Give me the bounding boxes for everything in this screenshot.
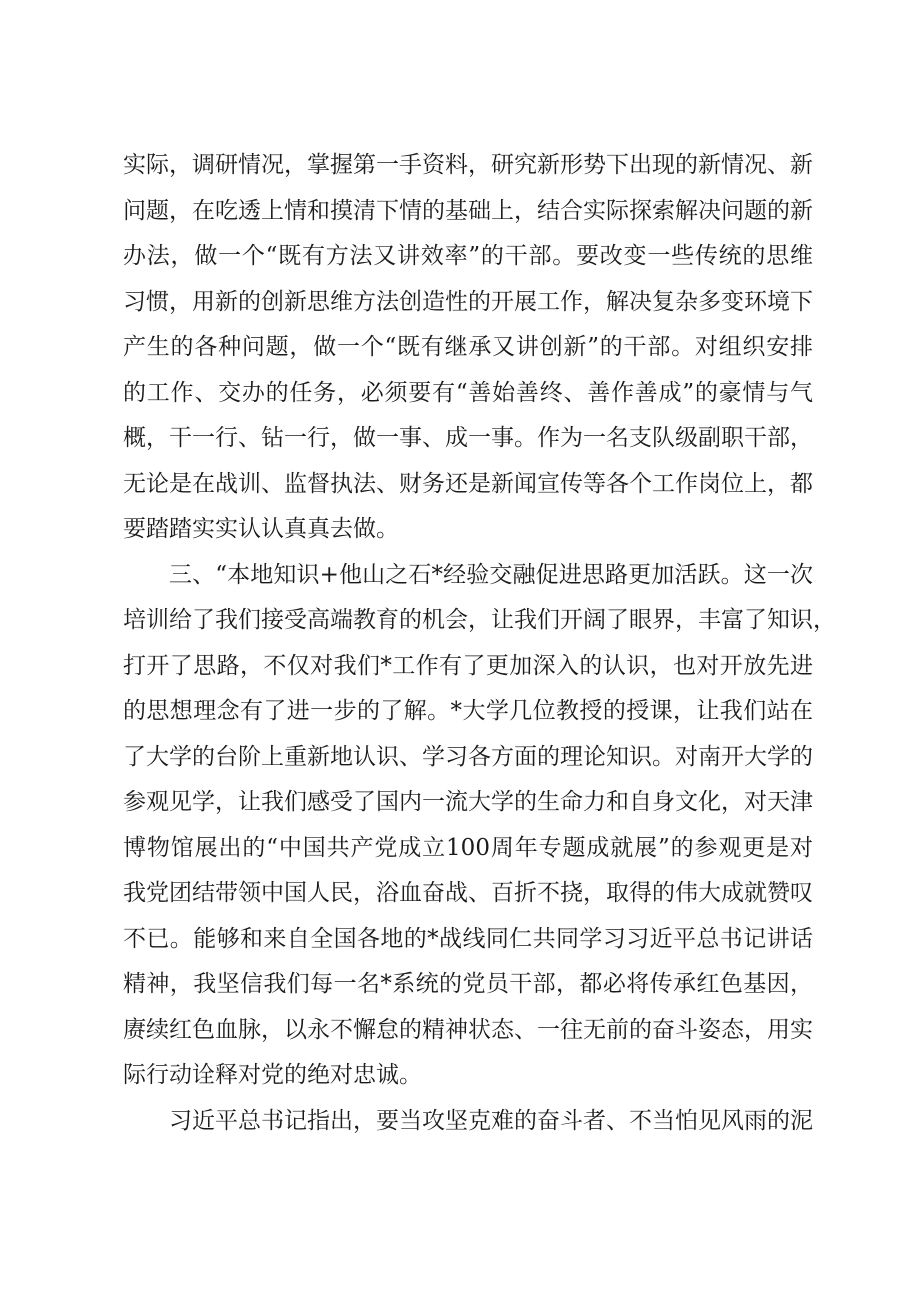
document-body [123,143,836,1144]
text-line: 际行动诠释对党的绝对忠诚。 [123,1062,422,1088]
text-line: 我党团结带领中国人民，浴血奋战、百折不挠，取得的伟大成就赞叹 [123,880,813,906]
text-line: 打开了思路，不仅对我们*工作有了更加深入的认识，也对开放先进 [123,652,813,679]
text-line: 的思想理念有了进一步的了解。*大学几位教授的授课，让我们站在 [123,698,813,724]
text-line: 习近平总书记指出，要当攻坚克难的奋斗者、不当怕见风雨的泥 [169,1107,813,1134]
text-line: 培训给了我们接受高端教育的机会，让我们开阔了眼界，丰富了知识， [123,607,836,633]
paragraph-1 [123,143,813,553]
text-line: 习惯，用新的创新思维方法创造性的开展工作，解决复杂多变环境下 [123,288,813,315]
paragraph-2 [123,553,836,1099]
text-line: 参观见学，让我们感受了国内一流大学的生命力和自身文化，对天津 [123,789,813,815]
text-line: 无论是在战训、监督执法、财务还是新闻宣传等各个工作岗位上，都 [123,470,813,497]
text-line: 要踏踏实实认认真真去做。 [123,516,399,542]
text-line: 不已。能够和来自全国各地的*战线同仁共同学习习近平总书记讲话 [123,925,813,952]
text-line: 了大学的台阶上重新地认识、学习各方面的理论知识。对南开大学的 [123,743,813,770]
text-line: 的工作、交办的任务，必须要有“善始善终、善作善成”的豪情与气 [123,379,813,406]
text-line: 问题，在吃透上情和摸清下情的基础上，结合实际探索解决问题的新 [123,197,813,224]
text-line: 赓续红色血脉，以永不懈怠的精神状态、一往无前的奋斗姿态，用实 [123,1016,813,1043]
text-line: 办法，做一个“既有方法又讲效率”的干部。要改变一些传统的思维 [123,243,813,269]
text-line: 博物馆展出的“中国共产党成立100周年专题成就展”的参观更是对 [123,834,813,861]
text-line: 精神，我坚信我们每一名*系统的党员干部，都必将传承红色基因， [123,971,813,997]
text-line: 实际，调研情况，掌握第一手资料，研究新形势下出现的新情况、新 [123,152,813,178]
section-heading-line: 三、“本地知识+他山之石*经验交融促进思路更加活跃。这一次 [169,561,813,588]
text-line: 概，干一行、钻一行，做一事、成一事。作为一名支队级副职干部， [123,425,813,451]
text-line: 产生的各种问题，做一个“既有继承又讲创新”的干部。对组织安排 [123,334,813,360]
paragraph-3 [123,1099,813,1145]
